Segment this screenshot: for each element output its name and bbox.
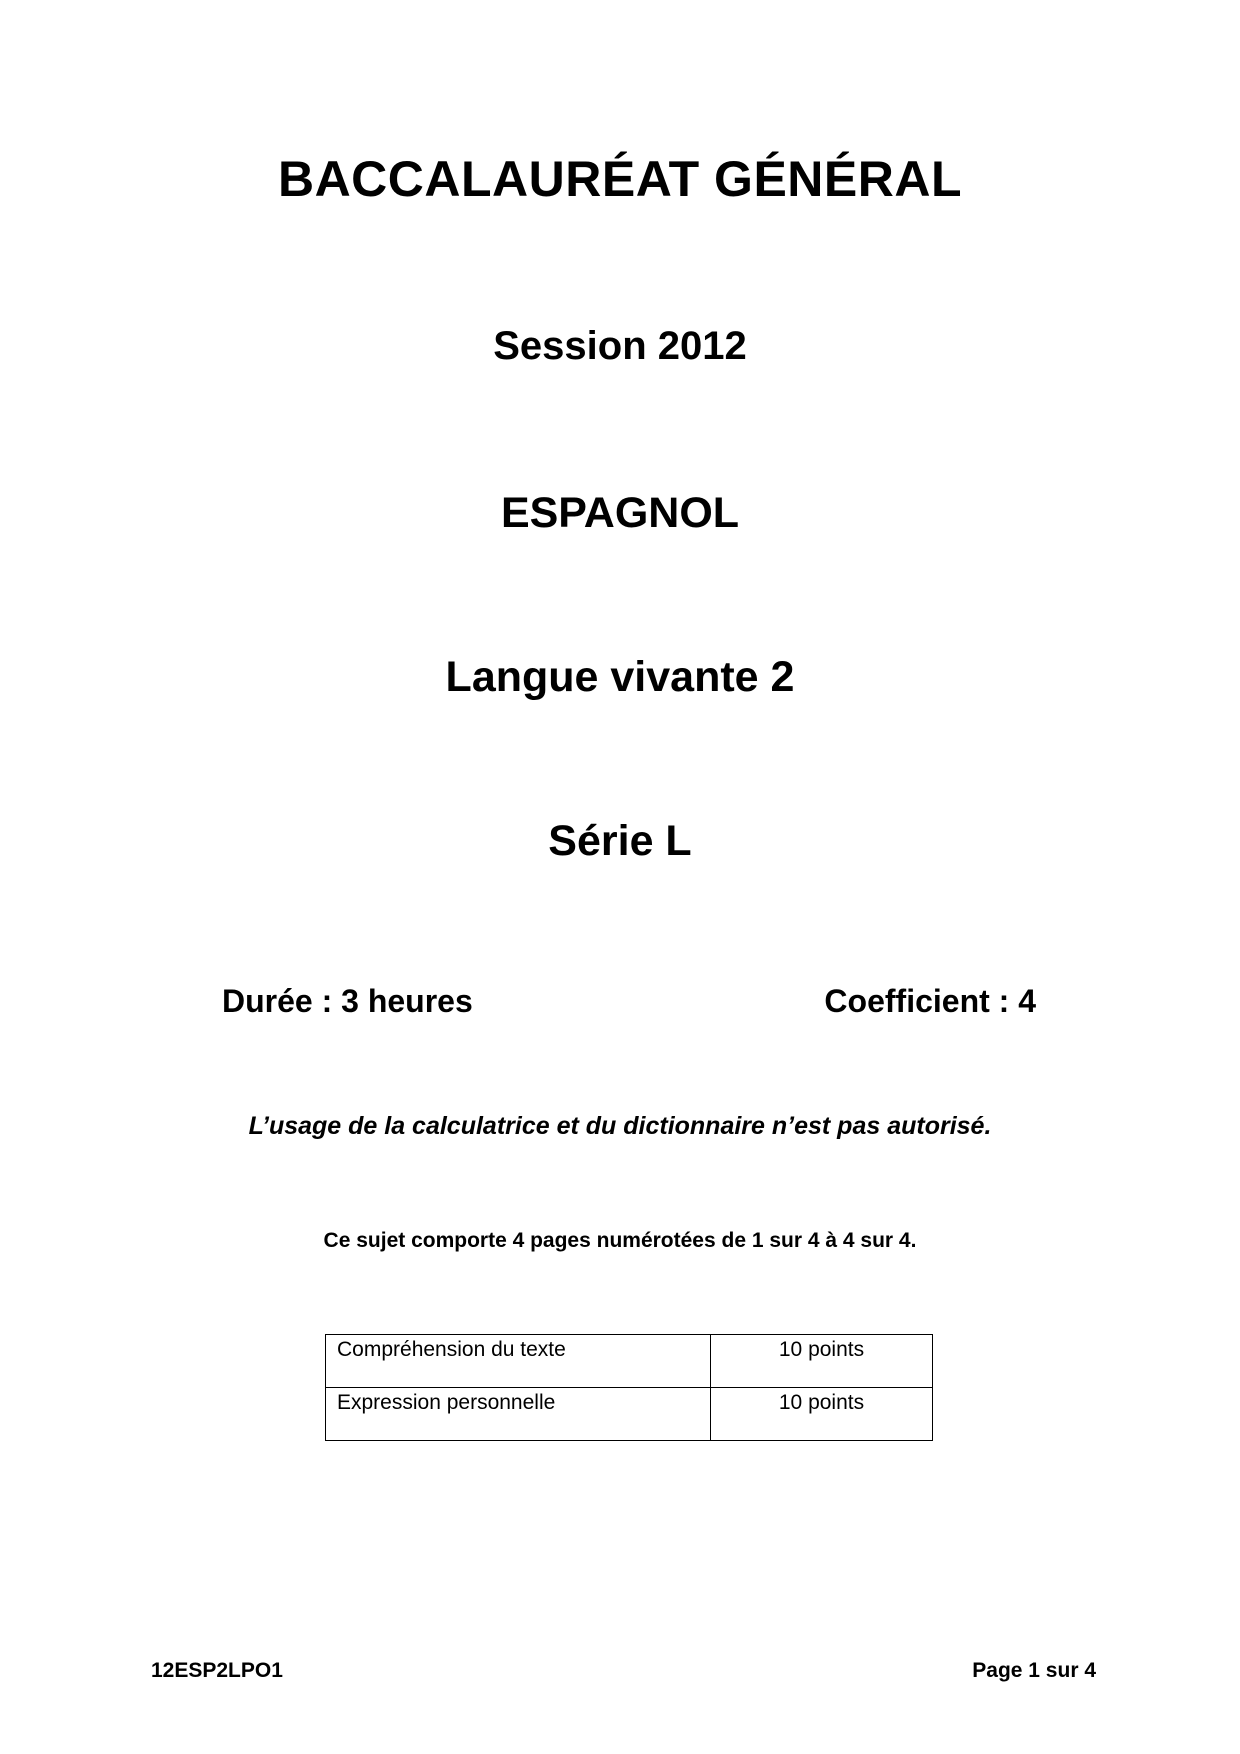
exam-coefficient: Coefficient : 4	[824, 983, 1036, 1019]
series-heading: Série L	[548, 817, 692, 865]
session-heading: Session 2012	[493, 324, 747, 368]
table-row	[326, 1335, 933, 1388]
table-row	[326, 1388, 933, 1441]
footer-page-number: Page 1 sur 4	[972, 1659, 1096, 1682]
footer-exam-code: 12ESP2LPO1	[151, 1659, 283, 1682]
calculator-dictionary-notice: L’usage de la calculatrice et du dictionnaire n’est pas autorisé.	[248, 1112, 992, 1140]
scoring-table	[325, 1334, 933, 1441]
scoring-part-cell: Compréhension du texte	[326, 1335, 711, 1388]
scoring-points-cell: 10 points	[711, 1335, 933, 1388]
exam-duration: Durée : 3 heures	[222, 983, 473, 1019]
page-count-note: Ce sujet comporte 4 pages numérotées de 1 sur 4 à 4 sur 4.	[323, 1229, 917, 1252]
exam-title: BACCALAURÉAT GÉNÉRAL	[277, 151, 963, 207]
scoring-part-cell: Expression personnelle	[326, 1388, 711, 1441]
language-heading: Langue vivante 2	[445, 653, 795, 701]
scoring-points-cell: 10 points	[711, 1388, 933, 1441]
subject-heading: ESPAGNOL	[500, 489, 740, 537]
